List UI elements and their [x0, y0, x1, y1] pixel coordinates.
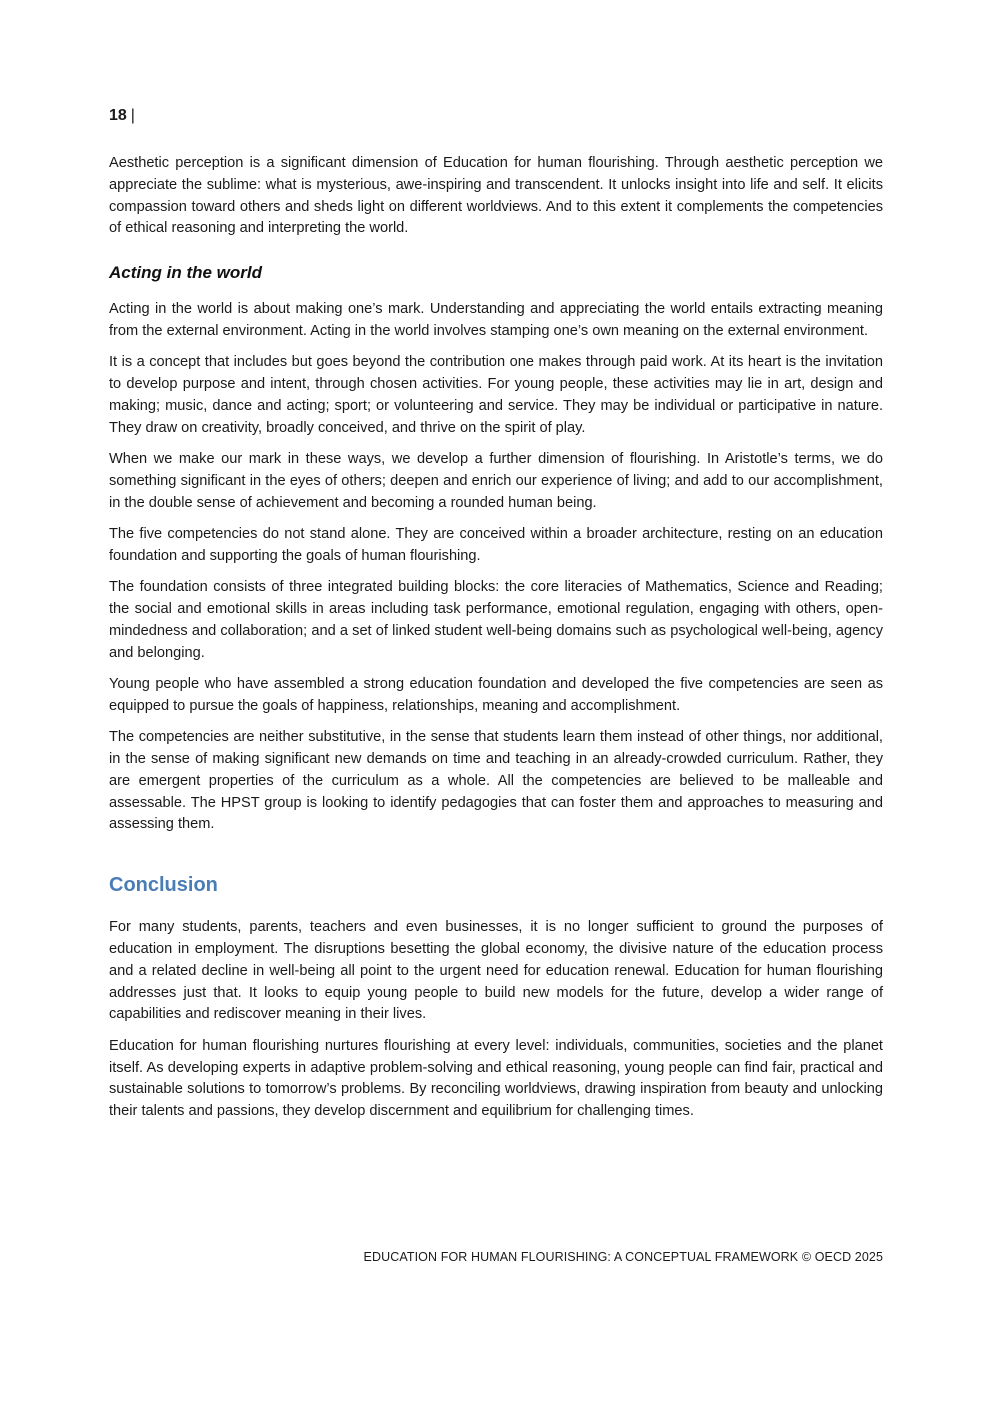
- page-content: [109, 153, 883, 1133]
- section-heading-conclusion: Conclusion: [109, 874, 218, 897]
- conclusion-paragraph-2: Education for human flourishing nurtures flourishing at every level: individuals, communities, societies and the planet itself. As developing experts in adaptive problem-solving and ethical reasoning, young people can find fair, practical and sustainable solutions to tomorrow’s problems. By reconciling worldviews, drawing inspiration from beauty and unlocking their talents and passions, they develop discernment and equilibrium for challenging times.: [109, 1037, 883, 1120]
- subheading-acting-in-the-world: Acting in the world: [109, 263, 262, 283]
- conclusion-paragraph-1: For many students, parents, teachers and even businesses, it is no longer sufficient to ground the purposes of education in employment. The disruptions besetting the global economy, the divisive nature of the education process and a related decline in well-being all point to the urgent need for education renewal. Education for human flourishing addresses just that. It looks to equip young people to build new models for the future, develop a wider range of capabilities and rediscover meaning in their lives.: [109, 919, 883, 1023]
- header-separator: |: [130, 107, 135, 124]
- acting-paragraph-7: The competencies are neither substitutive, in the sense that students learn them instead of other things, nor additional, in the sense of making significant new demands on time and teaching in an already-crowded curriculum. Rather, they are emergent properties of the curriculum as a whole. All the competencies are believed to be malleable and assessable. The HPST group is looking to identify pedagogies that can foster them and approaches to measuring and assessing them.: [109, 729, 883, 833]
- acting-paragraph-1: Acting in the world is about making one’s mark. Understanding and appreciating the world entails extracting meaning from the external environment. Acting in the world involves stamping one’s own meaning on the external environment.: [109, 301, 883, 339]
- page-header: [109, 106, 135, 126]
- acting-paragraph-5: The foundation consists of three integrated building blocks: the core literacies of Mathematics, Science and Reading; the social and emotional skills in areas including task performance, emotional regulation, engaging with others, open-mindedness and collaboration; and a set of linked student well-being domains such as psychological well-being, agency and belonging.: [109, 579, 883, 661]
- page-footer: EDUCATION FOR HUMAN FLOURISHING: A CONCEPTUAL FRAMEWORK © OECD 2025: [363, 1250, 883, 1264]
- intro-paragraph: Aesthetic perception is a significant dimension of Education for human flourishing. Through aesthetic perception we appreciate the sublime: what is mysterious, awe-inspiring and transcendent. It unlocks insight into life and self. It elicits compassion toward others and sheds light on different worldviews. And to this extent it complements the competencies of ethical reasoning and interpreting the world.: [109, 155, 883, 237]
- acting-paragraph-6: Young people who have assembled a strong education foundation and developed the five competencies are seen as equipped to pursue the goals of happiness, relationships, meaning and accomplishment.: [109, 676, 883, 714]
- acting-paragraph-4: The five competencies do not stand alone. They are conceived within a broader architecture, resting on an education foundation and supporting the goals of human flourishing.: [109, 526, 883, 564]
- page-number: 18: [109, 107, 127, 124]
- acting-paragraph-3: When we make our mark in these ways, we develop a further dimension of flourishing. In Aristotle’s terms, we do something significant in the eyes of others; deepen and enrich our experience of living; and add to our accomplishment, in the double sense of achievement and becoming a rounded human being.: [109, 451, 883, 511]
- acting-paragraph-2: It is a concept that includes but goes beyond the contribution one makes through paid work. At its heart is the invitation to develop purpose and intent, through chosen activities. For young people, these activities may lie in art, design and making; music, dance and acting; sport; or volunteering and service. They may be individual or participative in nature. They draw on creativity, broadly conceived, and thrive on the spirit of play.: [109, 354, 883, 436]
